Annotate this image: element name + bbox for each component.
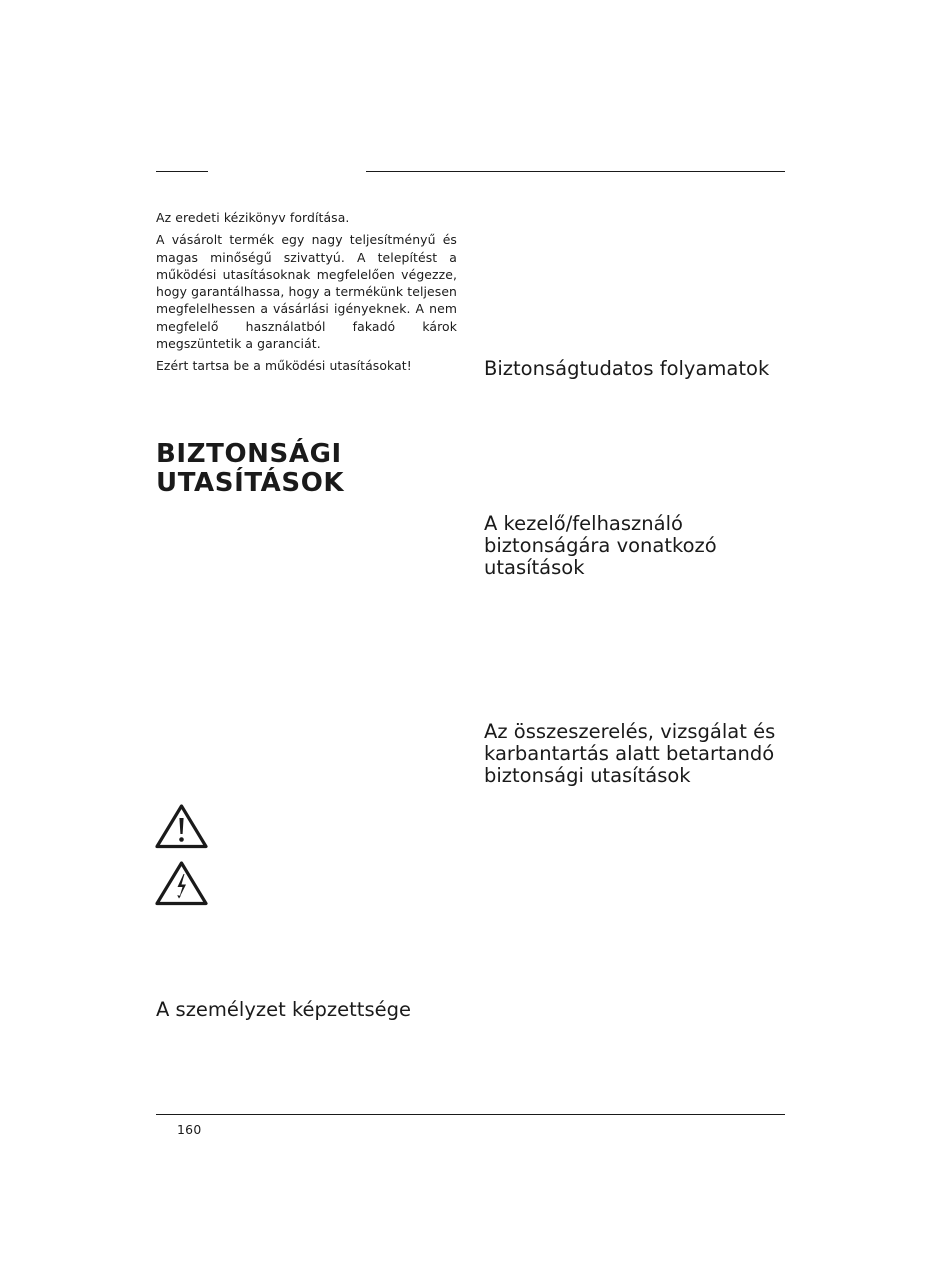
intro-text [156,209,457,380]
general-warning-icon [155,803,208,849]
header-rule-left [156,171,208,172]
header-rule-right [366,171,785,172]
page-title [156,440,456,498]
intro-closing: Ezért tartsa be a működési utasításokat! [156,358,412,374]
section-heading-personnel: A személyzet képzettsége [156,998,411,1021]
section-heading-safety-processes: Biztonságtudatos folyamatok [484,357,770,380]
intro-paragraph: A vásárolt termék egy nagy teljesítményű és magas minőségű szivattyú. A telepítést a működési utasításoknak megfelelően végezze, hogy garantálhassa, hogy a termékünk teljesen megfelelhessen a vásárlási igényeknek. A nem megfelelő használatból fakadó károk megszüntetik a garanciát. [156,232,457,352]
section-heading-operator-safety: A kezelő/felhasználó biztonságára vonatkozó utasítások [484,512,717,579]
intro-translation-note: Az eredeti kézikönyv fordítása. [156,210,350,225]
page-number: 160 [177,1122,202,1137]
section-heading-assembly-safety: Az összeszerelés, vizsgálat és karbantartás alatt betartandó biztonsági utasítások [484,720,776,787]
footer-rule [156,1114,785,1115]
page-title-line2: UTASÍTÁSOK [156,468,345,498]
page-title-line1: BIZTONSÁGI [156,439,342,469]
electrical-hazard-icon [155,860,208,906]
